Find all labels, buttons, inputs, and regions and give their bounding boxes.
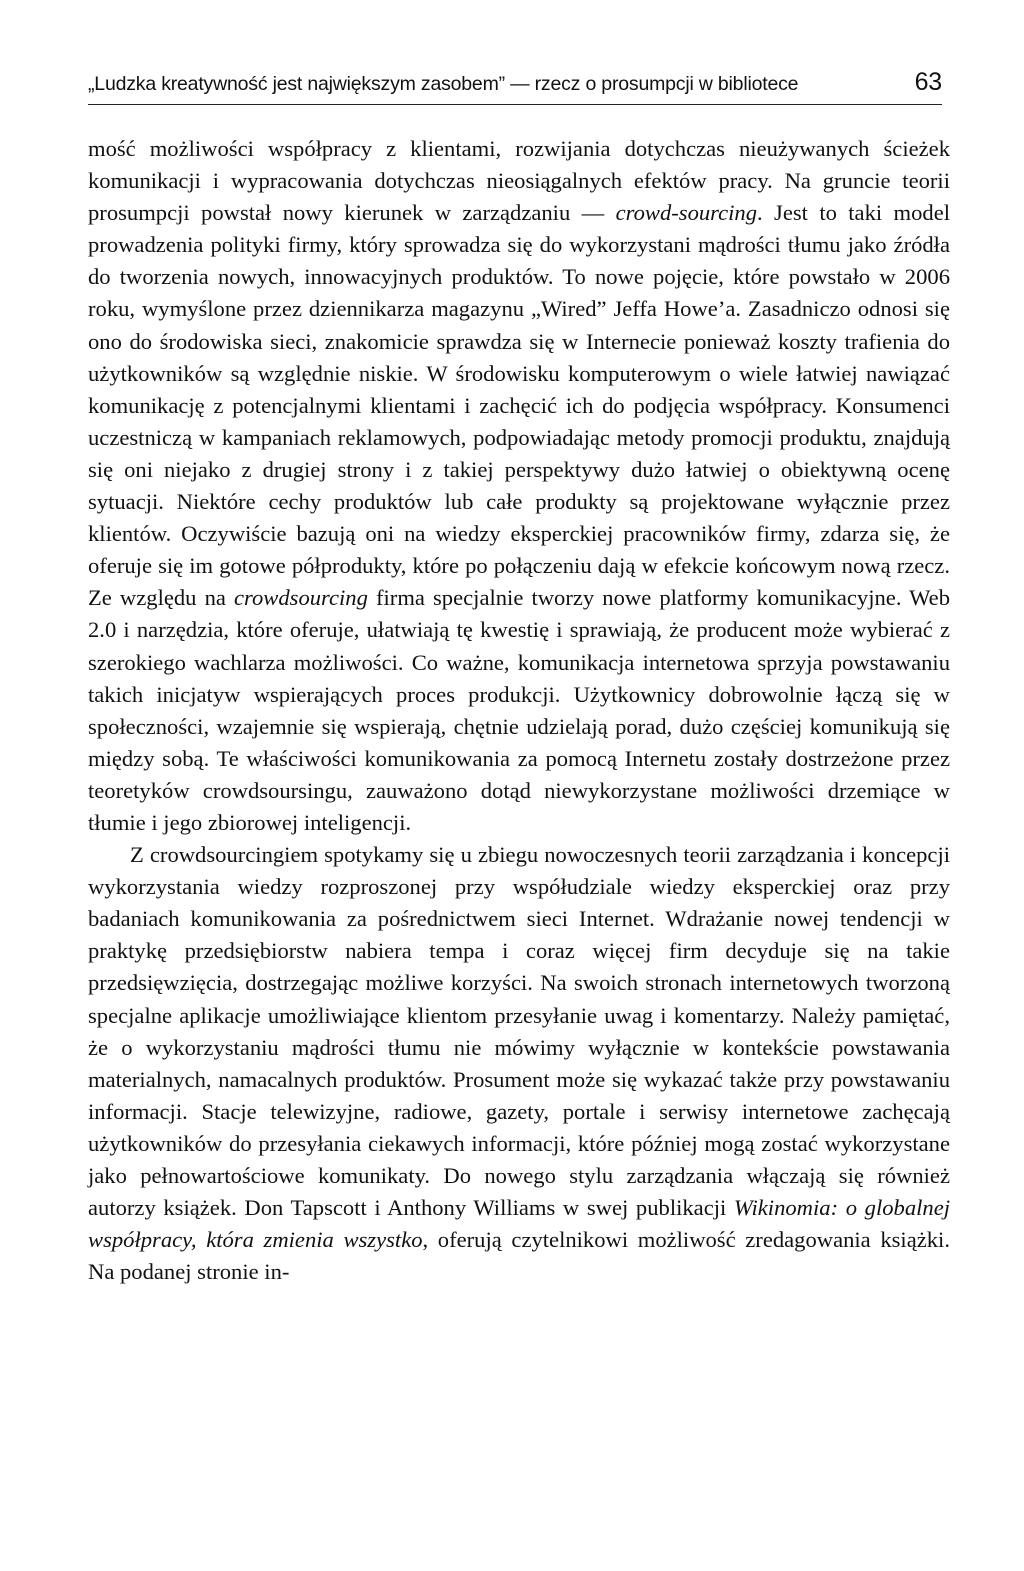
paragraph-1-text-c: firma specjalnie tworzy nowe platformy komunikacyjne. Web 2.0 i narzędzia, które oferuje, ułatwiają tę kwestię i sprawiają, że producent może wybierać z szerokiego wachlarza możliwości. Co ważne, komunikacja internetowa sprzyja powstawaniu takich inicjatyw wspierających proces produkcji. Użytkownicy dobrowolnie łączą się w społeczności, wzajemnie się wspierają, chętnie udzielają porad, dużo częściej komunikują się między sobą. Te właściwości komunikowania za pomocą Internetu zostały dostrzeżone przez teoretyków crowdsoursingu, zauważono dotąd niewykorzystane możliwości drzemiące w tłumie i jego zbiorowej inteligencji. — [88, 585, 950, 835]
book-title-wikinomia: Wikinomia: o globalnej współpracy, która zmienia wszystko — [88, 1195, 950, 1253]
paragraph-1 — [88, 133, 950, 839]
paragraph-1-text-a: mość możliwości współpracy z klientami, rozwijania dotychczas nieużywanych ścieżek komunikacji i wypracowania dotychczas nieosiągalnych efektów pracy. Na gruncie teorii prosumpcji powstał nowy kierunek w zarządzaniu — — [88, 136, 950, 226]
page-number: 63 — [914, 68, 942, 96]
paragraph-2 — [88, 839, 950, 1288]
running-head — [88, 68, 942, 105]
paragraph-1-text-b: . Jest to taki model prowadzenia polityki firmy, który sprowadza się do wykorzystani mądrości tłumu jako źródła do tworzenia nowych, innowacyjnych produktów. To nowe pojęcie, które powstało w 2006 roku, wymyślone przez dziennikarza magazynu „Wired” Jeffa Howe’a. Zasadniczo odnosi się ono do środowiska sieci, znakomicie sprawdza się w Internecie ponieważ koszty trafienia do użytkowników są względnie niskie. W środowisku komputerowym o wiele łatwiej nawiązać komunikację z potencjalnymi klientami i zachęcić ich do podjęcia współpracy. Konsumenci uczestniczą w kampaniach reklamowych, podpowiadając metody promocji produktu, znajdują się oni niejako z drugiej strony i z takiej perspektywy dużo łatwiej o obiektywną ocenę sytuacji. Niektóre cechy produktów lub całe produkty są projektowane wyłącznie przez klientów. Oczywiście bazują oni na wiedzy eksperckiej pracowników firmy, zdarza się, że oferuje się im gotowe półprodukty, które po połączeniu dają w efekcie końcowym nową rzecz. Ze względu na — [88, 200, 951, 611]
term-crowdsourcing-2: crowdsourcing — [234, 585, 368, 611]
running-title: „Ludzka kreatywność jest największym zasobem” — rzecz o prosumpcji w bibliotece — [88, 73, 799, 95]
paragraph-2-text-b: , oferują czytelnikowi możliwość zredagowania książki. Na podanej stronie in- — [88, 1227, 950, 1285]
paragraph-2-text-a: Z crowdsourcingiem spotykamy się u zbiegu nowoczesnych teorii zarządzania i koncepcji wykorzystania wiedzy rozproszonej przy współudziale wiedzy eksperckiej oraz przy badaniach komunikowania za pośrednictwem sieci Internet. Wdrażanie nowej tendencji w praktykę przedsiębiorstw nabiera tempa i coraz więcej firm decyduje się na takie przedsięwzięcia, dostrzegając możliwe korzyści. Na swoich stronach internetowych tworzoną specjalne aplikacje umożliwiające klientom przesyłanie uwag i komentarzy. Należy pamiętać, że o wykorzystaniu mądrości tłumu nie mówimy wyłącznie w kontekście powstawania materialnych, namacalnych produktów. Prosument może się wykazać także przy powstawaniu informacji. Stacje telewizyjne, radiowe, gazety, portale i serwisy internetowe zachęcają użytkowników do przesyłania ciekawych informacji, które później mogą zostać wykorzystane jako pełnowartościowe komunikaty. Do nowego stylu zarządzania włączają się również autorzy książek. Don Tapscott i Anthony Williams w swej publikacji — [88, 842, 950, 1221]
body-text — [88, 133, 950, 1288]
term-crowdsourcing-1: crowd-sourcing — [615, 200, 758, 226]
